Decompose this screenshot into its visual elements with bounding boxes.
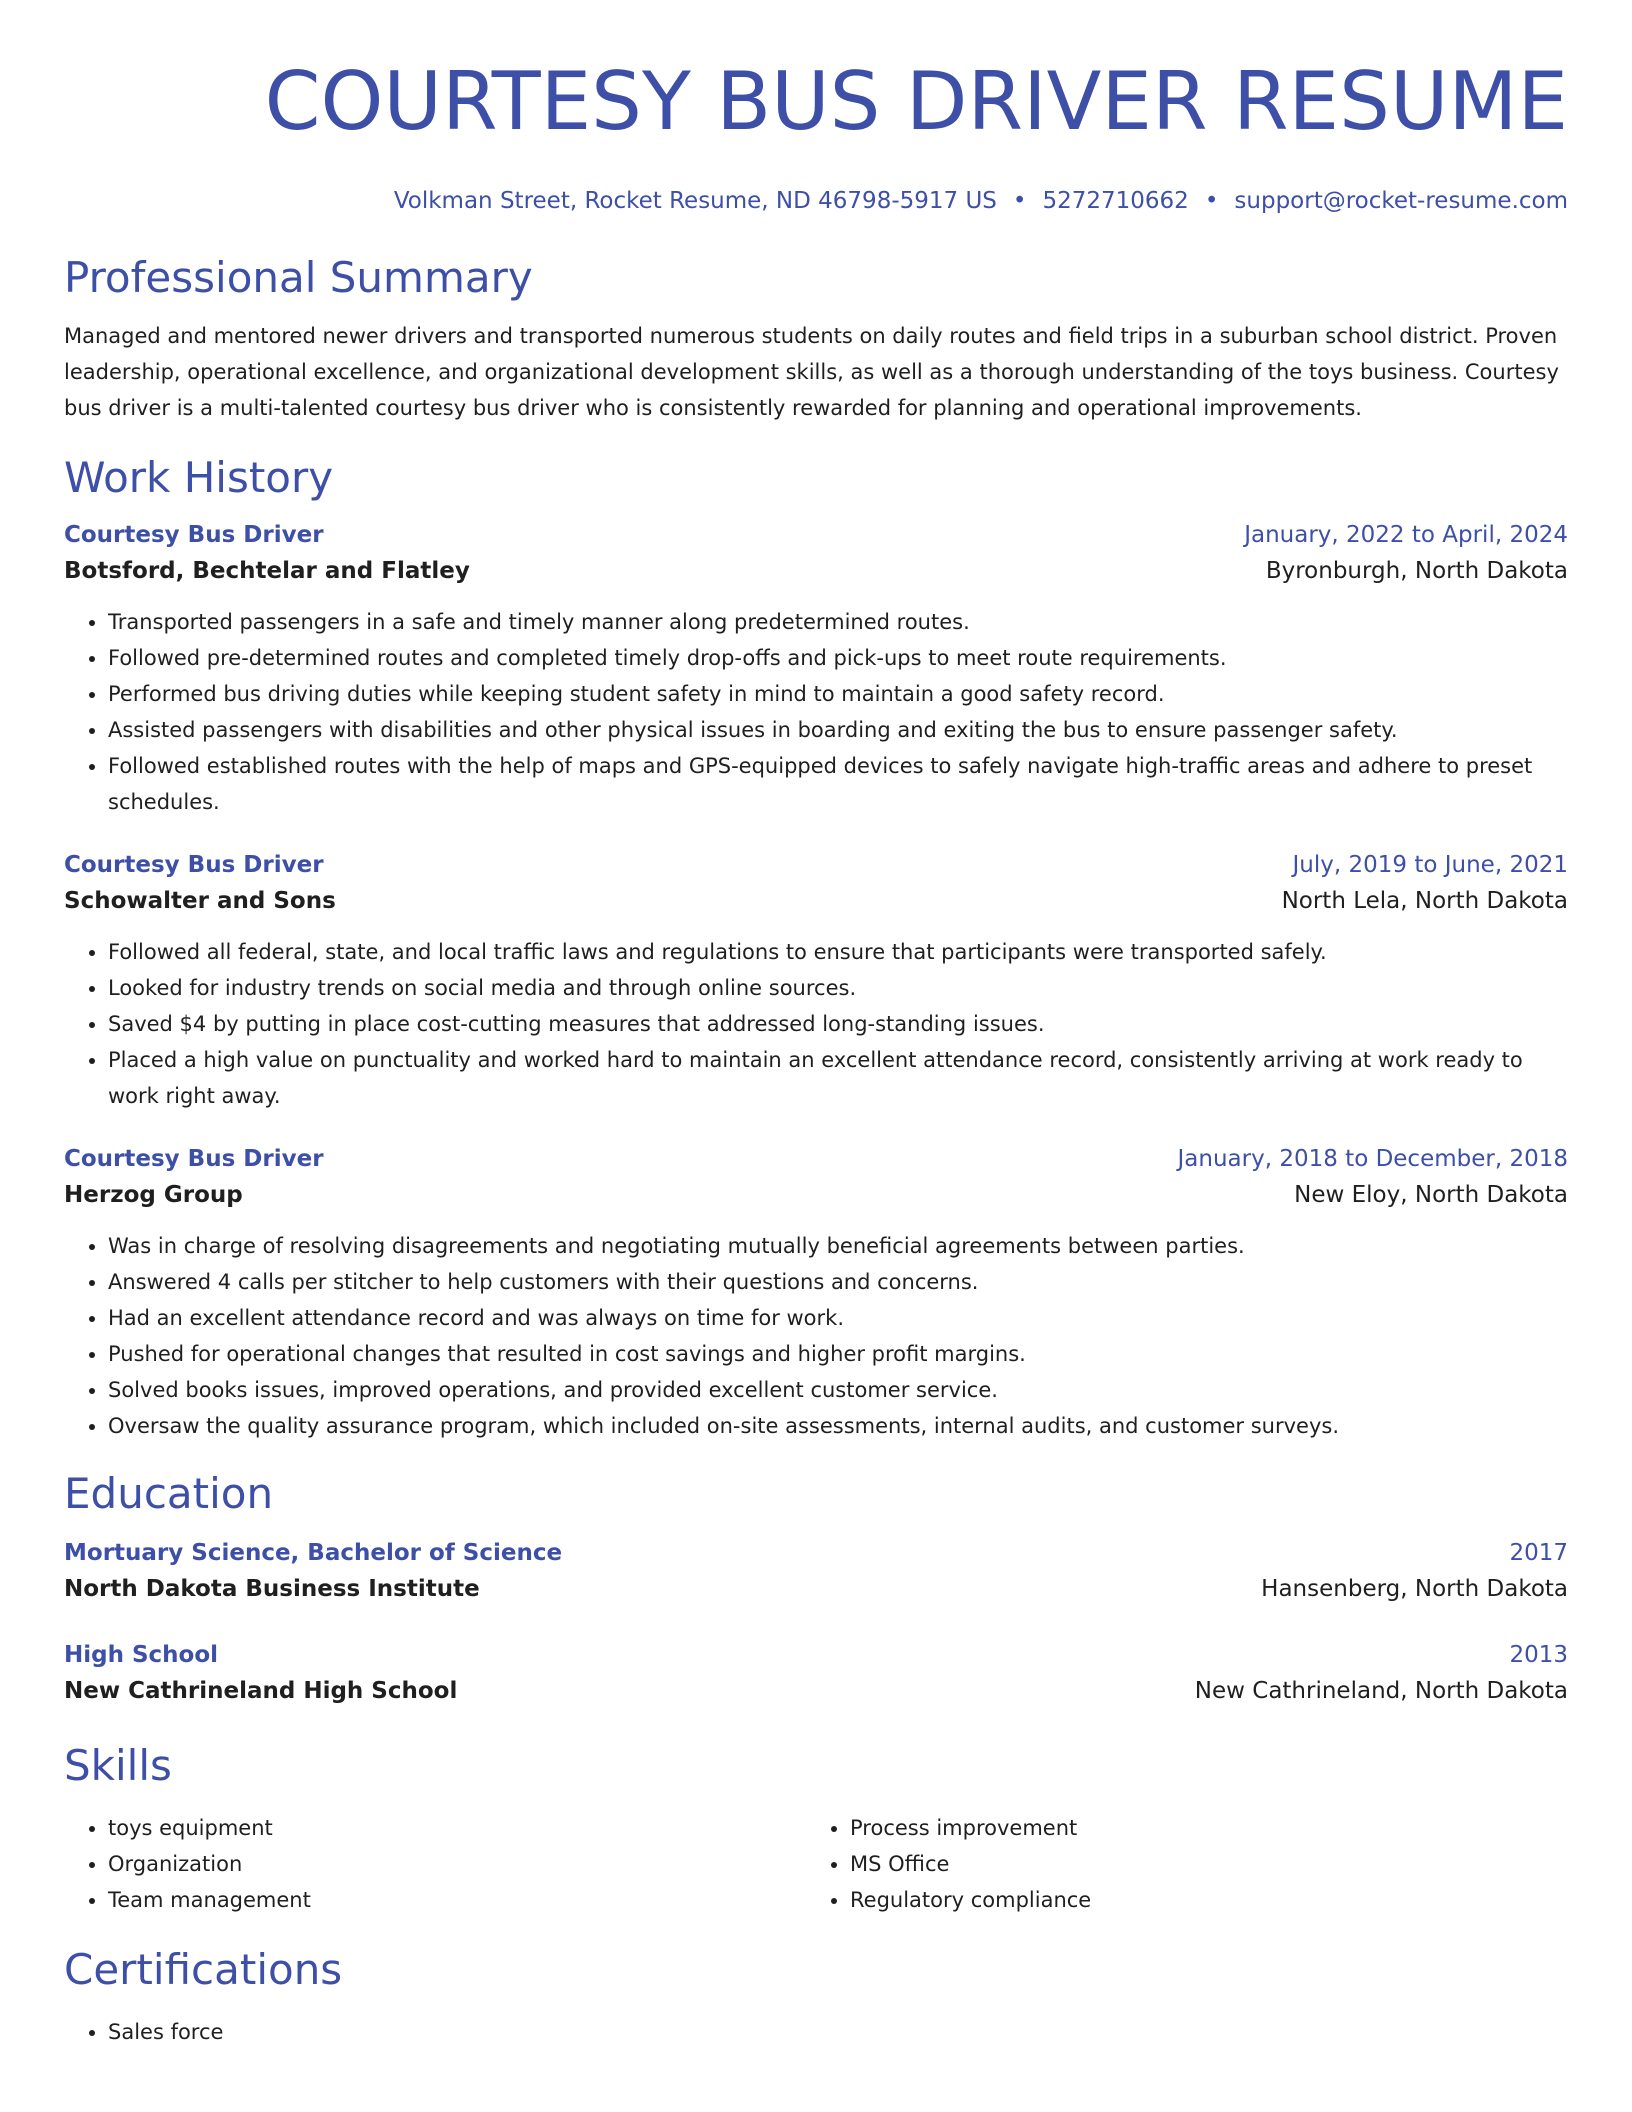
education-entry — [64, 1638, 1568, 1710]
education-degree: Mortuary Science, Bachelor of Science — [64, 1540, 563, 1566]
job-entry — [64, 848, 1568, 1114]
summary-text: Managed and mentored newer drivers and transported numerous students on daily routes and field trips in a suburban school district. Proven leadership, operational excellence, and organizational development skills, as well as a thorough understanding of the toys business. Courtesy bus driver is a multi-talented courtesy bus driver who is consistently rewarded for planning and operational improvements. — [64, 324, 1559, 420]
job-bullet: • Assisted passengers with disabilities and other physical issues in boarding and exiting the bus to ensure passenger safety. — [108, 712, 1568, 748]
certification-item: • Sales force — [108, 2014, 1568, 2050]
job-location: New Eloy, North Dakota — [1294, 1182, 1568, 1208]
contact-separator: • — [1012, 188, 1027, 214]
education-degree: High School — [64, 1642, 219, 1668]
contact-address: Volkman Street, Rocket Resume, ND 46798-5917 US — [393, 188, 997, 214]
job-dates: January, 2018 to December, 2018 — [1177, 1146, 1568, 1172]
job-bullet: • Was in charge of resolving disagreements and negotiating mutually beneficial agreements between parties. — [108, 1228, 1568, 1264]
job-bullet: • Placed a high value on punctuality and worked hard to maintain an excellent attendance record, consistently arriving at work ready to work right away. — [108, 1042, 1568, 1114]
contact-email[interactable]: support@rocket-resume.com — [1234, 188, 1568, 214]
skills-list — [64, 1810, 1568, 1918]
summary-heading: Professional Summary — [64, 253, 533, 302]
job-dates: January, 2022 to April, 2024 — [1244, 522, 1568, 548]
education-year: 2013 — [1509, 1642, 1568, 1668]
skill-item: • Team management — [108, 1882, 806, 1918]
job-bullet: • Pushed for operational changes that resulted in cost savings and higher profit margins. — [108, 1336, 1568, 1372]
contact-phone: 5272710662 — [1042, 188, 1189, 214]
certifications-heading: Certifications — [64, 1945, 343, 1994]
work-history-heading: Work History — [64, 453, 334, 502]
resume-header — [64, 0, 1568, 216]
job-company: Schowalter and Sons — [64, 888, 336, 914]
education-heading: Education — [64, 1469, 274, 1518]
contact-separator: • — [1204, 188, 1219, 214]
job-entry — [64, 1142, 1568, 1444]
education-school: New Cathrineland High School — [64, 1678, 458, 1704]
job-bullet: • Followed established routes with the help of maps and GPS-equipped devices to safely navigate high-traffic areas and adhere to preset schedules. — [108, 748, 1568, 820]
education-school: North Dakota Business Institute — [64, 1576, 480, 1602]
job-bullet: • Looked for industry trends on social media and through online sources. — [108, 970, 1568, 1006]
job-bullets — [64, 604, 1568, 820]
certifications-list — [64, 2014, 1568, 2050]
job-bullets — [64, 1228, 1568, 1444]
job-bullet: • Had an excellent attendance record and was always on time for work. — [108, 1300, 1568, 1336]
skill-item: • Regulatory compliance — [850, 1882, 1548, 1918]
job-bullet: • Answered 4 calls per stitcher to help customers with their questions and concerns. — [108, 1264, 1568, 1300]
job-bullet: • Performed bus driving duties while keeping student safety in mind to maintain a good safety record. — [108, 676, 1568, 712]
job-bullet: • Transported passengers in a safe and timely manner along predetermined routes. — [108, 604, 1568, 640]
job-bullet: • Saved $4 by putting in place cost-cutting measures that addressed long-standing issues. — [108, 1006, 1568, 1042]
education-entry — [64, 1536, 1568, 1608]
job-role: Courtesy Bus Driver — [64, 852, 324, 878]
job-company: Herzog Group — [64, 1182, 243, 1208]
education-location: Hansenberg, North Dakota — [1261, 1576, 1568, 1602]
job-entry — [64, 518, 1568, 820]
skill-item: • Organization — [108, 1846, 806, 1882]
skill-item: • MS Office — [850, 1846, 1548, 1882]
contact-line — [64, 186, 1568, 216]
job-location: Byronburgh, North Dakota — [1265, 558, 1568, 584]
job-bullet: • Oversaw the quality assurance program, which included on-site assessments, internal audits, and customer surveys. — [108, 1408, 1568, 1444]
job-bullets — [64, 934, 1568, 1114]
job-company: Botsford, Bechtelar and Flatley — [64, 558, 470, 584]
job-role: Courtesy Bus Driver — [64, 522, 324, 548]
job-location: North Lela, North Dakota — [1281, 888, 1568, 914]
education-location: New Cathrineland, North Dakota — [1194, 1678, 1568, 1704]
resume-title: COURTESY BUS DRIVER RESUME — [264, 55, 1568, 148]
job-bullet: • Followed pre-determined routes and completed timely drop-offs and pick-ups to meet route requirements. — [108, 640, 1568, 676]
skills-column-left — [64, 1810, 806, 1918]
job-dates: July, 2019 to June, 2021 — [1292, 852, 1568, 878]
skill-item: • Process improvement — [850, 1810, 1548, 1846]
skills-column-right — [806, 1810, 1548, 1918]
job-bullet: • Followed all federal, state, and local traffic laws and regulations to ensure that participants were transported safely. — [108, 934, 1568, 970]
job-bullet: • Solved books issues, improved operations, and provided excellent customer service. — [108, 1372, 1568, 1408]
skills-heading: Skills — [64, 1741, 172, 1790]
education-year: 2017 — [1509, 1540, 1568, 1566]
job-role: Courtesy Bus Driver — [64, 1146, 324, 1172]
skill-item: • toys equipment — [108, 1810, 806, 1846]
